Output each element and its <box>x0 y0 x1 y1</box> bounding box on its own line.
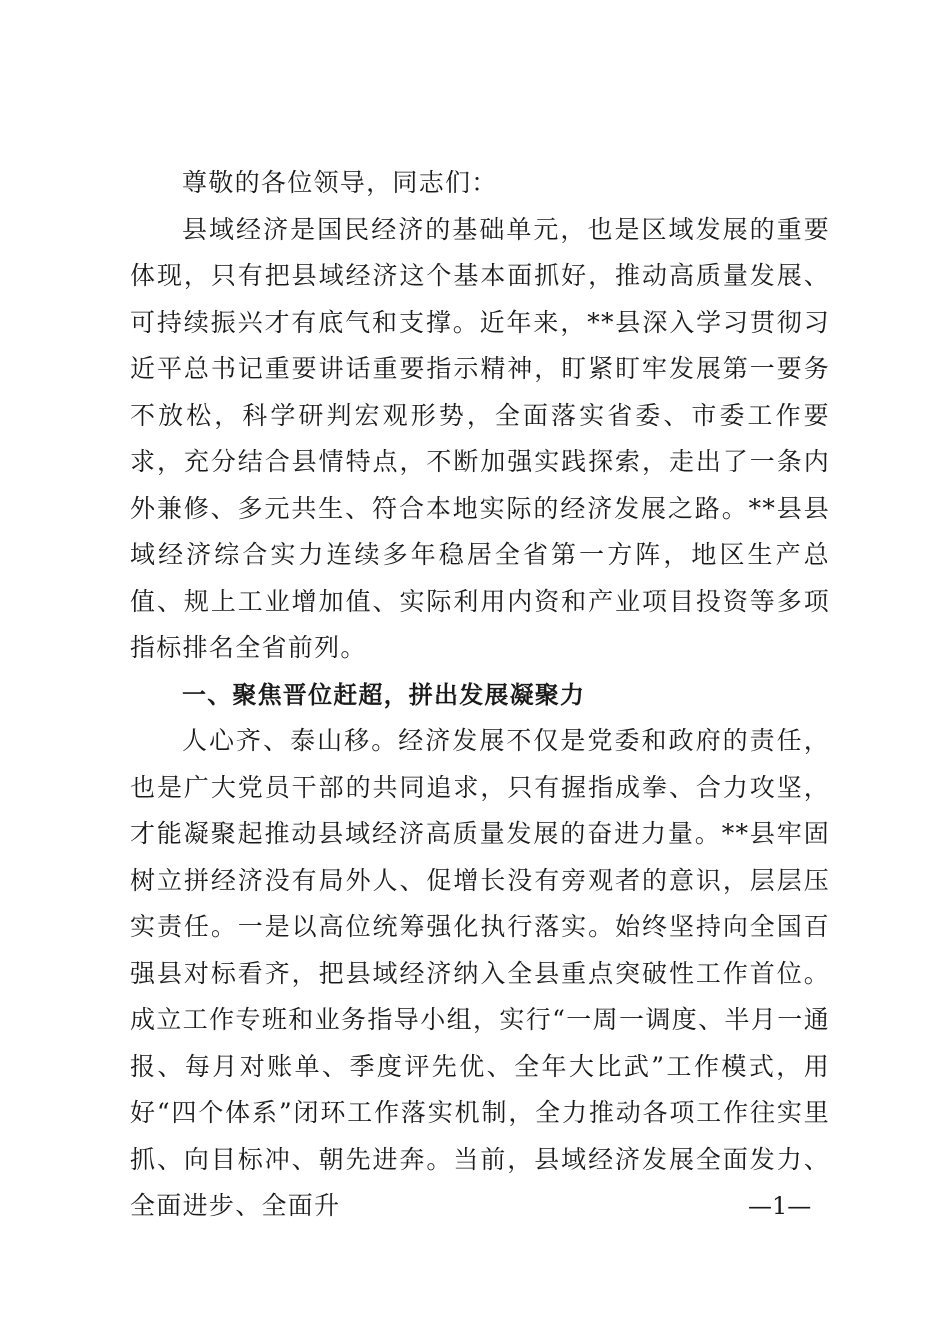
intro-paragraph: 县域经济是国民经济的基础单元，也是区域发展的重要体现，只有把县域经济这个基本面抓好，推动高质量发展、可持续振兴才有底气和支撑。近年来，**县深入学习贯彻习近平总书记重要讲话重要指示精神，盯紧盯牢发展第一要务不放松，科学研判宏观形势，全面落实省委、市委工作要求，充分结合县情特点，不断加强实践探索，走出了一条内外兼修、多元共生、符合本地实际的经济发展之路。**县县域经济综合实力连续多年稳居全省第一方阵，地区生产总值、规上工业增加值、实际利用内资和产业项目投资等多项指标排名全省前列。 <box>130 214 830 662</box>
page-number: —1— <box>748 1192 812 1220</box>
section-paragraph: 人心齐、泰山移。经济发展不仅是党委和政府的责任，也是广大党员干部的共同追求，只有握指成拳、合力攻坚，才能凝聚起推动县域经济高质量发展的奋进力量。**县牢固树立拼经济没有局外人、促增长没有旁观者的意识，层层压实责任。一是以高位统筹强化执行落实。始终坚持向全国百强县对标看齐，把县域经济纳入全县重点突破性工作首位。成立工作专班和业务指导小组，实行“一周一调度、半月一通报、每月对账单、季度评先优、全年大比武”工作模式，用好“四个体系”闭环工作落实机制，全力推动各项工作往实里抓、向目标冲、朝先进奔。当前，县域经济发展全面发力、全面进步、全面升 <box>130 726 830 1220</box>
document-body <box>130 160 830 1230</box>
salutation: 尊敬的各位领导，同志们： <box>182 168 498 197</box>
section-heading: 一、聚焦晋位赶超，拼出发展凝聚力 <box>182 680 586 709</box>
